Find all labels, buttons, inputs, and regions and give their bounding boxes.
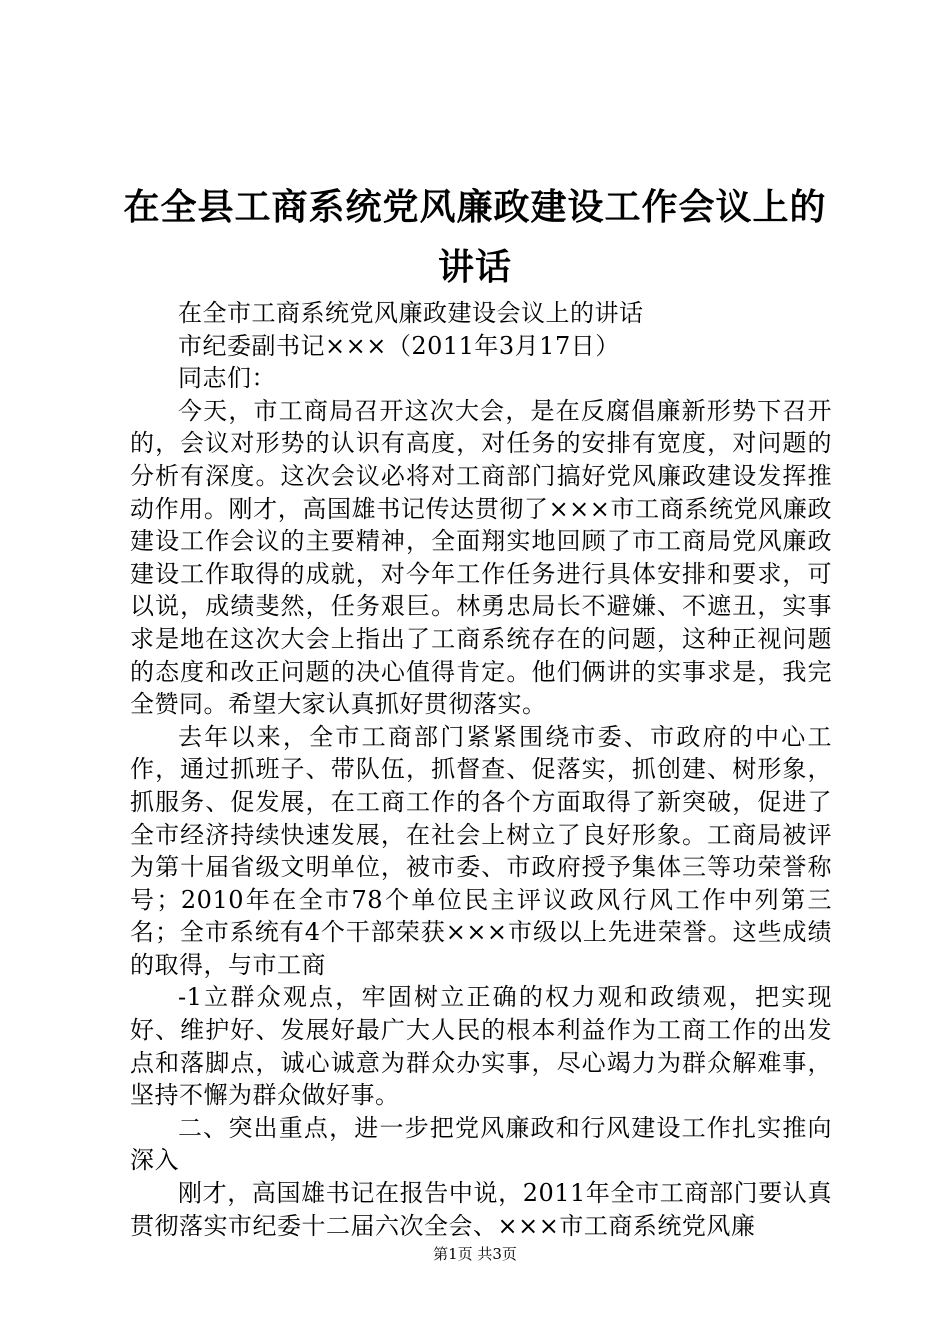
page-number-footer: 第1页 共3页 <box>433 1245 517 1263</box>
body-paragraph: 今天，市工商局召开这次大会，是在反腐倡廉新形势下召开的，会议对形势的认识有高度，对任务的安排有宽度，对问题的分析有深度。这次会议必将对工商部门搞好党风廉政建设发挥推动作用。刚才，高国雄书记传达贯彻了×××市工商系统党风廉政建设工作会议的主要精神，全面翔实地回顾了市工商局党风廉政建设工作取得的成就，对今年工作任务进行具体安排和要求，可以说，成绩斐然，任务艰巨。林勇忠局长不避嫌、不遮丑，实事求是地在这次大会上指出了工商系统存在的问题，这种正视问题的态度和改正问题的决心值得肯定。他们俩讲的实事求是，我完全赞同。希望大家认真抓好贯彻落实。 <box>130 396 832 719</box>
speech-heading: 在全市工商系统党风廉政建设会议上的讲话 <box>178 299 644 327</box>
salutation: 同志们： <box>178 364 276 393</box>
speaker-line: 市纪委副书记×××（2011年3月17日） <box>178 331 620 360</box>
body-paragraph: -1立群众观点，牢固树立正确的权力观和政绩观，把实现好、维护好、发展好最广大人民的根本利益作为工商工作的出发点和落脚点，诚心诚意为群众办实事，尽心竭力为群众解难事，坚持不懈为群众做好事。 <box>130 983 832 1110</box>
section-heading: 二、突出重点，进一步把党风廉政和行风建设工作扎实推向深入 <box>130 1113 832 1175</box>
body-paragraph: 刚才，高国雄书记在报告中说，2011年全市工商部门要认真贯彻落实市纪委十二届六次全会、×××市工商系统党风廉 <box>130 1179 832 1240</box>
document-title: 在全县工商系统党风廉政建设工作会议上的讲话 <box>123 187 827 288</box>
document-body <box>130 297 832 1242</box>
body-paragraph: 去年以来，全市工商部门紧紧围绕市委、市政府的中心工作，通过抓班子、带队伍，抓督查、促落实，抓创建、树形象，抓服务、促发展，在工商工作的各个方面取得了新突破，促进了全市经济持续快速发展，在社会上树立了良好形象。工商局被评为第十届省级文明单位，被市委、市政府授予集体三等功荣誉称号；2010年在全市78个单位民主评议政风行风工作中列第三名；全市系统有4个干部荣获×××市级以上先进荣誉。这些成绩的取得，与市工商 <box>130 722 832 979</box>
